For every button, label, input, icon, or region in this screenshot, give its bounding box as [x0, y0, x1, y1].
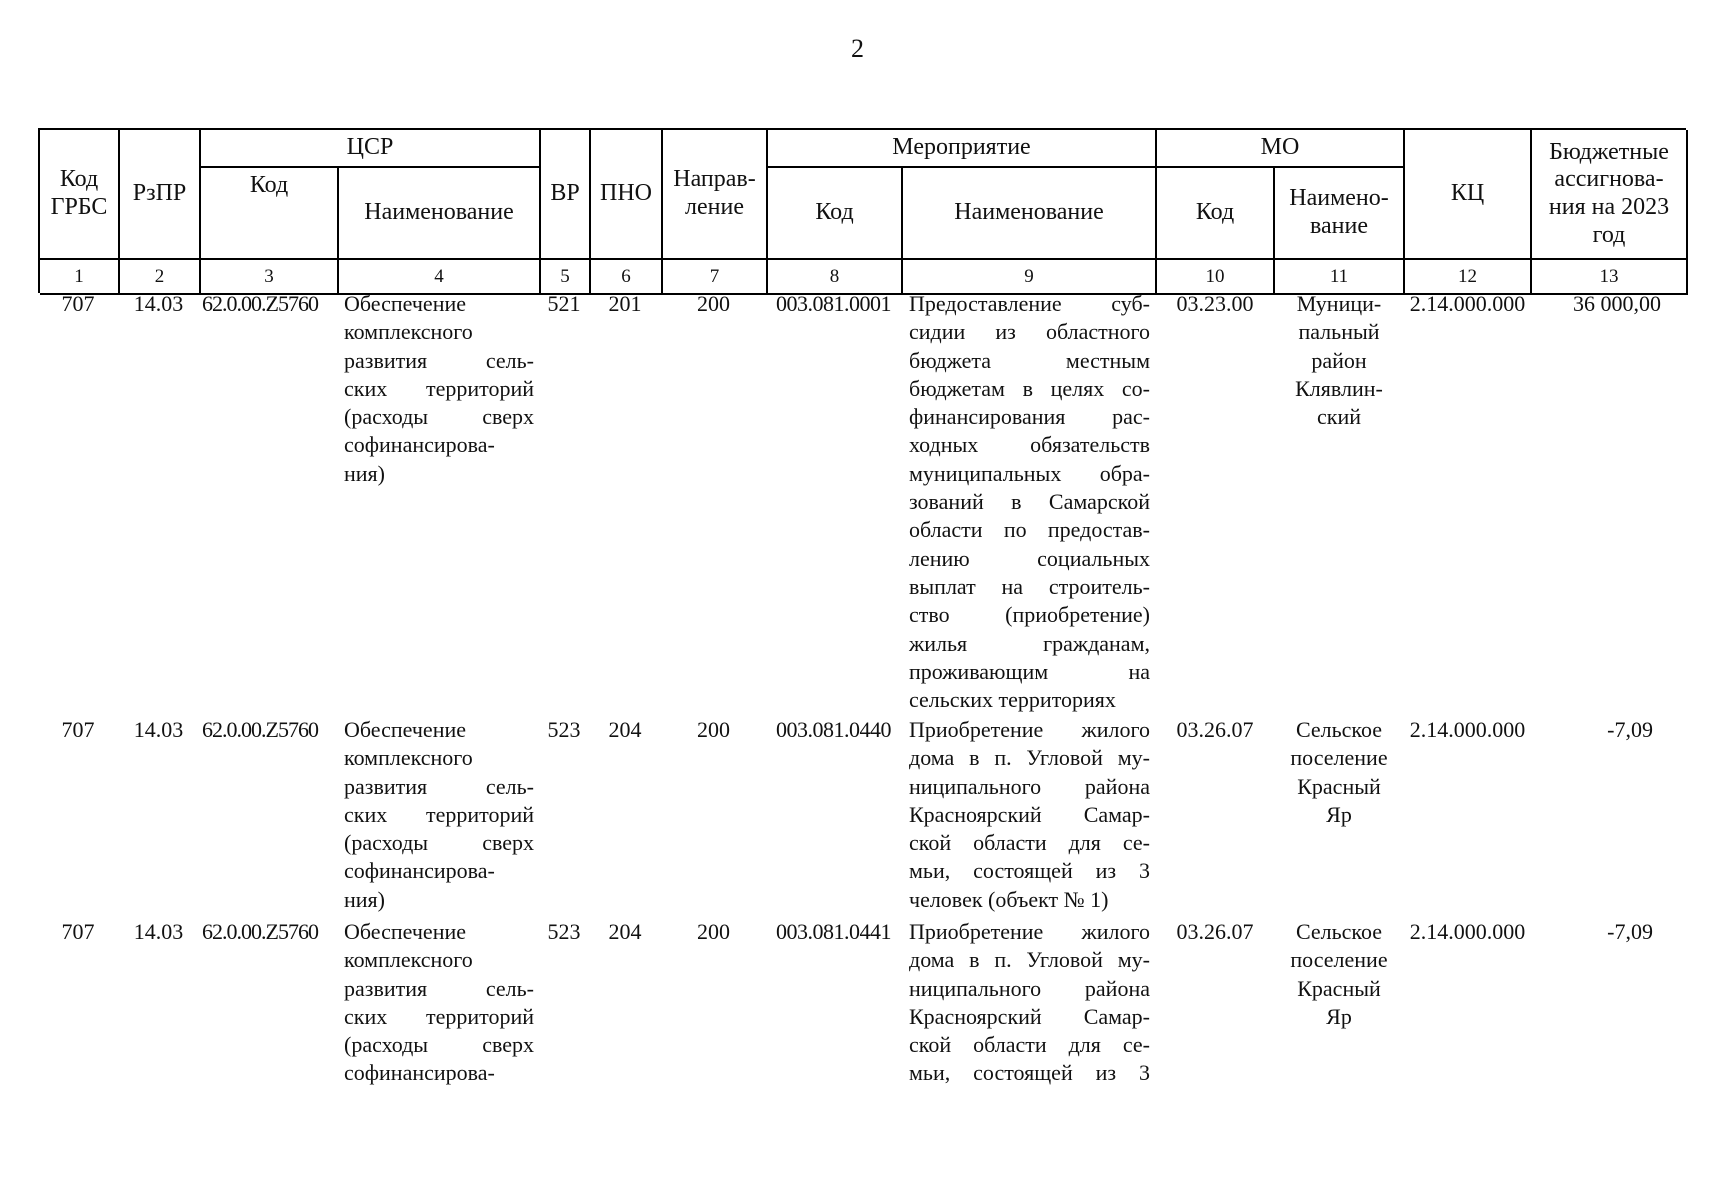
col-number: 12	[1405, 260, 1532, 295]
col-number: 1	[40, 260, 120, 295]
col-number: 13	[1532, 260, 1688, 295]
col-number: 9	[903, 260, 1157, 295]
col-number: 4	[339, 260, 541, 295]
mer-code-cell: 003.081.0001	[776, 291, 891, 316]
header-mer-name: Наименование	[903, 168, 1157, 260]
grbs-cell: 707	[61, 919, 95, 944]
mo-code-cell: 03.26.07	[1176, 717, 1254, 742]
col-number: 3	[201, 260, 339, 295]
vr-cell: 523	[547, 919, 581, 944]
amount-cell: -7,09	[1607, 919, 1653, 944]
vr-cell: 521	[547, 291, 581, 316]
header-rzpr: РзПР	[120, 130, 201, 260]
amount-cell: 36 000,00	[1573, 291, 1661, 316]
vr-cell: 523	[547, 717, 581, 742]
col-number: 6	[591, 260, 663, 295]
col-number: 8	[768, 260, 903, 295]
header-pno: ПНО	[591, 130, 663, 260]
csr-code-cell: 62.0.00.Z5760	[202, 717, 318, 742]
amount-cell: -7,09	[1607, 717, 1653, 742]
col-number: 11	[1275, 260, 1405, 295]
csr-name-cell: Обеспечение комплексного развития сель- ских территорий (расходы сверх софинансирова- ния)	[344, 717, 534, 912]
col-number: 7	[663, 260, 768, 295]
mer-name-cell: Предоставление суб- сидии из областного бюджета местным бюджетам в целях со- финансирования рас- ходных обязательств муниципальных обра- зований в Самарской области по предостав- лению социальных выплат на строитель- ство (приобретение) жилья гражданам, проживающим на сельских территориях	[909, 291, 1150, 713]
napravlenie-cell: 200	[697, 717, 730, 742]
page-number: 2	[851, 34, 864, 63]
header-budget: Бюджетные ассигнова-ния на 2023 год	[1532, 130, 1688, 260]
mer-name-cell: Приобретение жилого дома в п. Угловой му- ниципального района Красноярский Самар- ской области для се- мьи, состоящей из 3 человек (объект № 1)	[909, 717, 1150, 912]
mo-name-cell: Сельское поселение Красный Яр	[1290, 717, 1388, 827]
grbs-cell: 707	[61, 291, 95, 316]
csr-name-cell: Обеспечение комплексного развития сель- ских территорий (расходы сверх софинансирова- ния)	[344, 291, 534, 486]
csr-code-cell: 62.0.00.Z5760	[202, 919, 318, 944]
pno-cell: 204	[608, 919, 642, 944]
mo-code-cell: 03.23.00	[1176, 291, 1254, 316]
csr-code-cell: 62.0.00.Z5760	[202, 291, 318, 316]
pno-cell: 201	[608, 291, 642, 316]
mo-code-cell: 03.26.07	[1176, 919, 1254, 944]
header-meropriyatie: Мероприятие	[768, 130, 1157, 168]
header-mo-kod: Код	[1157, 168, 1275, 260]
grbs-cell: 707	[61, 717, 95, 742]
mo-name-cell: Муници- пальный район Клявлин- ский	[1295, 291, 1383, 430]
header-napravlenie: Направ-ление	[663, 130, 768, 260]
header-csr: ЦСР	[201, 130, 541, 168]
header-vr: ВР	[541, 130, 591, 260]
header-kod-grbs: Код ГРБС	[40, 130, 120, 260]
header-mo-name: Наимено-вание	[1275, 168, 1405, 260]
header-mer-kod: Код	[768, 168, 903, 260]
header-mo: МО	[1157, 130, 1405, 168]
mo-name-cell: Сельское поселение Красный Яр	[1290, 919, 1388, 1029]
col-number: 2	[120, 260, 201, 295]
napravlenie-cell: 200	[697, 919, 730, 944]
rzpr-cell: 14.03	[133, 717, 184, 742]
kc-cell: 2.14.000.000	[1409, 717, 1526, 742]
table-header	[38, 128, 1686, 293]
mer-code-cell: 003.081.0441	[776, 919, 891, 944]
rzpr-cell: 14.03	[133, 919, 184, 944]
kc-cell: 2.14.000.000	[1409, 919, 1526, 944]
col-number: 10	[1157, 260, 1275, 295]
mer-code-cell: 003.081.0440	[776, 717, 891, 742]
rzpr-cell: 14.03	[133, 291, 184, 316]
mer-name-cell: Приобретение жилого дома в п. Угловой му- ниципального района Красноярский Самар- ской области для се- мьи, состоящей из 3	[909, 919, 1150, 1086]
pno-cell: 204	[608, 717, 642, 742]
kc-cell: 2.14.000.000	[1409, 291, 1526, 316]
napravlenie-cell: 200	[697, 291, 730, 316]
col-number: 5	[541, 260, 591, 295]
csr-name-cell: Обеспечение комплексного развития сель- ских территорий (расходы сверх софинансирова-	[344, 919, 534, 1086]
header-csr-kod: Код	[201, 168, 339, 260]
header-csr-name: Наименование	[339, 168, 541, 260]
header-kc: КЦ	[1405, 130, 1532, 260]
